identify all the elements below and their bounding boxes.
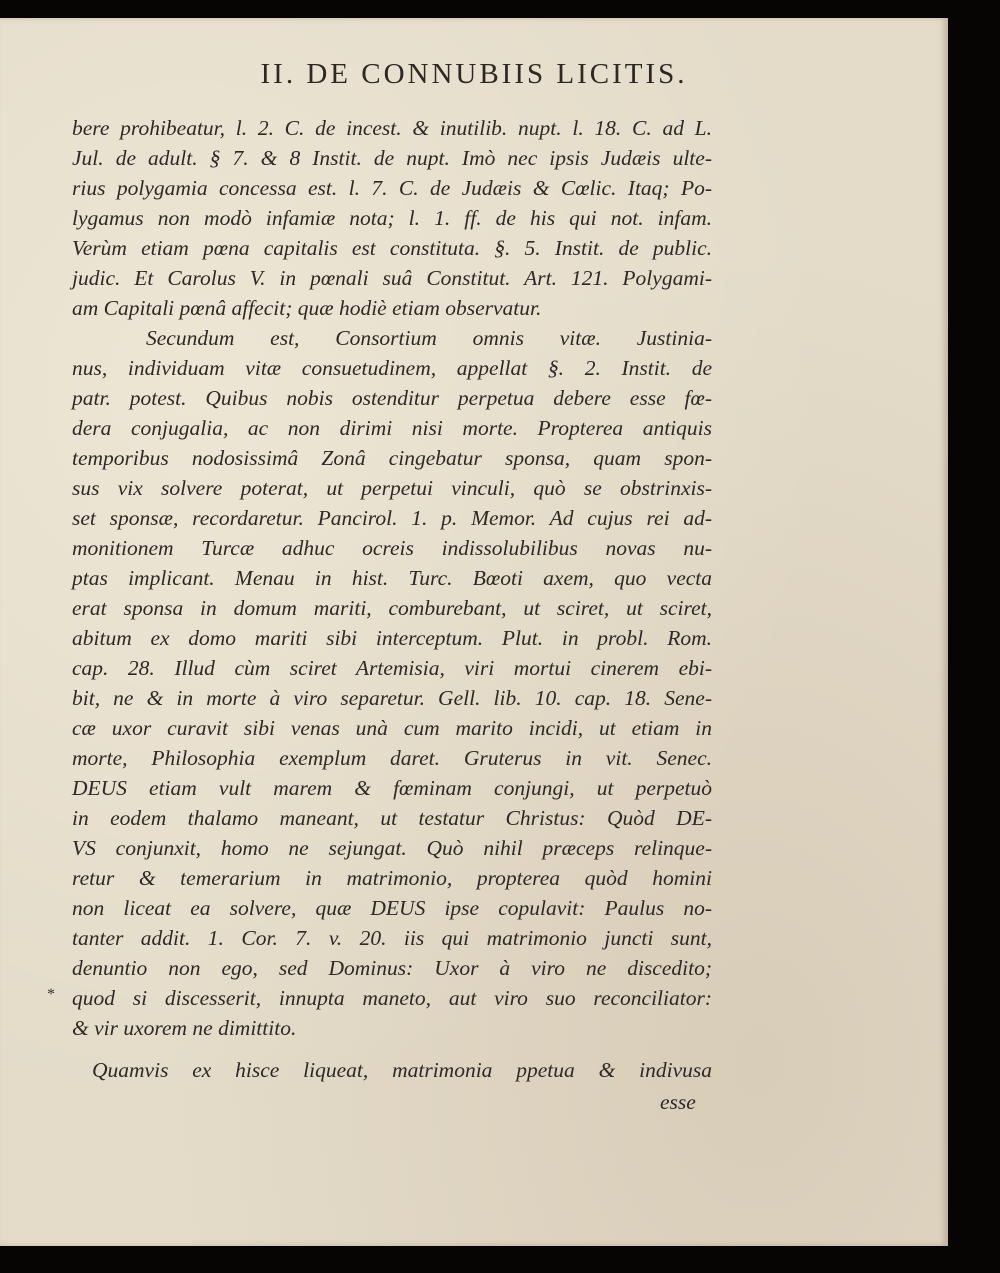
text-line: erat sponsa in domum mariti, comburebant, ut sciret, ut sciret, [72,596,712,620]
body-text [0,18,948,1246]
text-line: dera conjugalia, ac non dirimi nisi morte. Propterea antiquis [72,416,712,440]
text-line: morte, Philosophia exemplum daret. Gruterus in vit. Senec. [72,746,712,770]
text-line: abitum ex domo mariti sibi interceptum. Plut. in probl. Rom. [72,626,712,650]
text-line: ptas implicant. Menau in hist. Turc. Bœoti axem, quo vecta [72,566,712,590]
text-line: bit, ne & in morte à viro separetur. Gell. lib. 10. cap. 18. Sene- [72,686,712,710]
running-header: II. DE CONNUBIIS LICITIS. [260,58,688,90]
text-line: cap. 28. Illud cùm sciret Artemisia, viri mortui cinerem ebi- [72,656,712,680]
text-line: in eodem thalamo maneant, ut testatur Christus: Quòd DE- [72,806,712,830]
text-line: judic. Et Carolus V. in pœnali suâ Constitut. Art. 121. Polygami- [72,266,712,290]
text-line: monitionem Turcæ adhuc ocreis indissolubilibus novas nu- [72,536,712,560]
paragraph-start-line: Quamvis ex hisce liqueat, matrimonia ppetua & indivusa [92,1058,712,1082]
text-line: set sponsæ, recordaretur. Pancirol. 1. p. Memor. Ad cujus rei ad- [72,506,712,530]
text-line: non liceat ea solvere, quæ DEUS ipse copulavit: Paulus no- [72,896,712,920]
margin-mark: * [47,986,55,1003]
text-line: sus vix solvere poterat, ut perpetui vinculi, quò se obstrinxis- [72,476,712,500]
text-line: lygamus non modò infamiæ nota; l. 1. ff. de his qui not. infam. [72,206,712,230]
text-line: & vir uxorem ne dimittito. [72,1016,297,1040]
text-line: nus, individuam vitæ consuetudinem, appellat §. 2. Instit. de [72,356,712,380]
text-line: quod si discesserit, innupta maneto, aut viro suo reconciliator: [72,986,712,1010]
text-line: rius polygamia concessa est. l. 7. C. de Judæis & Cœlic. Itaq; Po- [72,176,712,200]
text-line: Jul. de adult. § 7. & 8 Instit. de nupt. Imò nec ipsis Judæis ulte- [72,146,712,170]
text-line: patr. potest. Quibus nobis ostenditur perpetua debere esse fœ- [72,386,712,410]
paragraph-start-line: Secundum est, Consortium omnis vitæ. Justinia- [146,326,712,350]
text-line: tanter addit. 1. Cor. 7. v. 20. iis qui matrimonio juncti sunt, [72,926,712,950]
book-page [0,18,948,1246]
text-line: temporibus nodosissimâ Zonâ cingebatur sponsa, quam spon- [72,446,712,470]
text-line: VS conjunxit, homo ne sejungat. Quò nihil præceps relinque- [72,836,712,860]
text-line: Verùm etiam pœna capitalis est constituta. §. 5. Instit. de public. [72,236,712,260]
text-line: retur & temerarium in matrimonio, propterea quòd homini [72,866,712,890]
text-line: DEUS etiam vult marem & fœminam conjungi, ut perpetuò [72,776,712,800]
text-line: cæ uxor curavit sibi venas unà cum marito incidi, ut etiam in [72,716,712,740]
text-line: am Capitali pœnâ affecit; quæ hodiè etiam observatur. [72,296,542,320]
text-line: denuntio non ego, sed Dominus: Uxor à viro ne discedito; [72,956,712,980]
text-line: bere prohibeatur, l. 2. C. de incest. & inutilib. nupt. l. 18. C. ad L. [72,116,712,140]
catchword: esse [660,1090,696,1114]
